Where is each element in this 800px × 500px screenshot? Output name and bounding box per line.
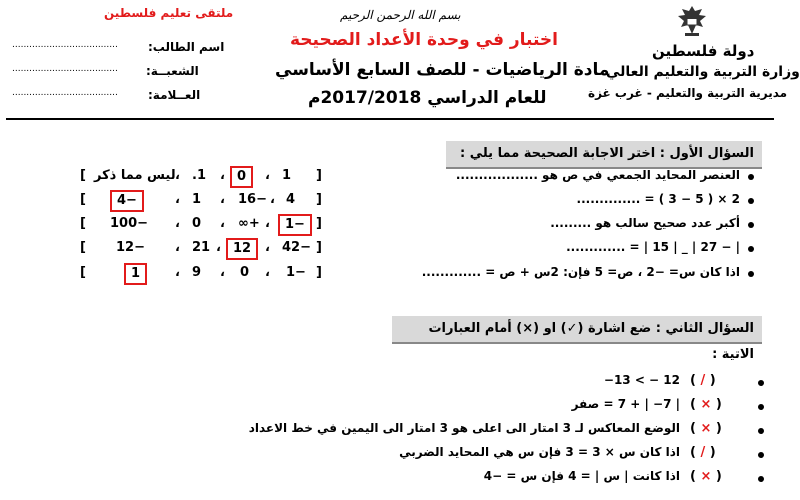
q1-item-4-text: | − 27 | _ | 15 | = ............. xyxy=(566,240,740,254)
q1-item-3-options: [ 100− ، 0 ، ∞+ ، 1− ] xyxy=(80,216,325,236)
q1-item-1-options: [ ليس مما ذكر ، .1 ، 0 ، 1 ] xyxy=(80,168,325,188)
option[interactable]: .1 xyxy=(192,168,206,183)
q2-item-3-text: الوضع المعاكس لـ 3 امتار الى اعلى هو 3 امتار الى اليمين في خط الاعداد xyxy=(248,421,680,435)
option[interactable]: 4 xyxy=(286,192,296,207)
option[interactable]: 42− xyxy=(282,240,311,255)
q2-heading: السؤال الثاني : ضع اشارة (✓) او (×) أمام العبارات الاتية : xyxy=(392,316,762,344)
option[interactable]: 16− xyxy=(238,192,267,207)
option-selected[interactable]: 1− xyxy=(278,214,312,236)
directorate-name: مديرية التربية والتعليم - غرب غزة xyxy=(588,86,788,100)
palestine-emblem-icon xyxy=(676,4,708,38)
ministry-name: وزارة التربية والتعليم العالي xyxy=(606,64,800,80)
exam-title: اختبار في وحدة الأعداد الصحيحة xyxy=(290,30,558,50)
q2-bullet xyxy=(758,452,764,458)
option[interactable]: 21 xyxy=(192,240,211,255)
option[interactable]: 12− xyxy=(116,240,145,255)
option[interactable]: 1 xyxy=(282,168,292,183)
option-selected[interactable]: 4− xyxy=(110,190,144,212)
class-section-field[interactable]: ..................................... xyxy=(12,64,118,74)
year-line: للعام الدراسي 2017/2018م xyxy=(308,88,547,108)
q1-item-5-options: [ 1 ، 9 ، 0 ، 1− ] xyxy=(80,265,325,285)
option[interactable]: 0 xyxy=(240,265,250,280)
q1-bullet xyxy=(748,174,754,180)
q2-item-4-text: اذا كان س × 3 = 3 فإن س هي المحايد الضربي xyxy=(399,445,680,459)
q1-item-3-text: أكبر عدد صحيح سالب هو ......... xyxy=(550,216,740,230)
q1-item-2-options: [ 4− ، 1 ، 16− ، 4 ] xyxy=(80,192,325,212)
q2-item-5-text: اذا كانت | س | = 4 فإن س = −4 xyxy=(483,469,680,483)
q2-item-1-text: 12 − > 13− xyxy=(603,373,680,387)
q2-item-2-answer[interactable]: ( × ) xyxy=(690,397,722,412)
option[interactable]: 1 xyxy=(192,192,202,207)
q1-bullet xyxy=(748,271,754,277)
q1-bullet xyxy=(748,222,754,228)
option-selected[interactable]: 12 xyxy=(226,238,258,260)
option[interactable]: ∞+ xyxy=(238,216,260,231)
q1-bullet xyxy=(748,198,754,204)
state-name: دولة فلسطين xyxy=(652,42,755,60)
student-name-label: اسم الطالب: xyxy=(148,40,225,54)
header-divider xyxy=(6,118,774,120)
basmala: بسم الله الرحمن الرحيم xyxy=(340,8,461,22)
option[interactable]: 0 xyxy=(192,216,202,231)
q1-item-4-options: [ 12− ، 21 ، 12 ، 42− ] xyxy=(80,240,325,260)
option-selected[interactable]: 0 xyxy=(230,166,253,188)
q2-item-1-answer[interactable]: ( / ) xyxy=(690,373,716,388)
q1-item-5-text: اذا كان س= −2 ، ص= 5 فإن: 2س + ص = ............. xyxy=(421,265,740,279)
site-name: ملتقى تعليم فلسطين xyxy=(104,6,234,20)
student-name-field[interactable]: ..................................... xyxy=(12,40,118,50)
subject-line: مادة الرياضيات - للصف السابع الأساسي xyxy=(275,60,610,80)
option[interactable]: 9 xyxy=(192,265,202,280)
q2-bullet xyxy=(758,428,764,434)
q1-item-1-text: العنصر المحايد الجمعي في ص هو .................. xyxy=(455,168,740,182)
q1-heading: السؤال الأول : اختر الاجابة الصحيحة مما يلي : xyxy=(446,141,762,169)
q2-bullet xyxy=(758,404,764,410)
q1-bullet xyxy=(748,246,754,252)
q2-bullet xyxy=(758,476,764,482)
option-selected[interactable]: 1 xyxy=(124,263,147,285)
q2-bullet xyxy=(758,380,764,386)
q2-item-5-answer[interactable]: ( × ) xyxy=(690,469,722,484)
q2-item-3-answer[interactable]: ( × ) xyxy=(690,421,722,436)
q2-item-4-answer[interactable]: ( / ) xyxy=(690,445,716,460)
grade-field[interactable]: ..................................... xyxy=(12,88,118,98)
option[interactable]: 100− xyxy=(110,216,149,231)
q1-item-2-text: 2 × ( 5 − 3 ) = .............. xyxy=(576,192,740,206)
grade-label: العــلامة: xyxy=(148,88,201,102)
option[interactable]: 1− xyxy=(286,265,306,280)
q2-item-2-text: | 7− | + 7 = صفر xyxy=(571,397,680,411)
class-section-label: الشعبــة: xyxy=(146,64,199,78)
option[interactable]: ليس مما ذكر xyxy=(94,168,176,183)
